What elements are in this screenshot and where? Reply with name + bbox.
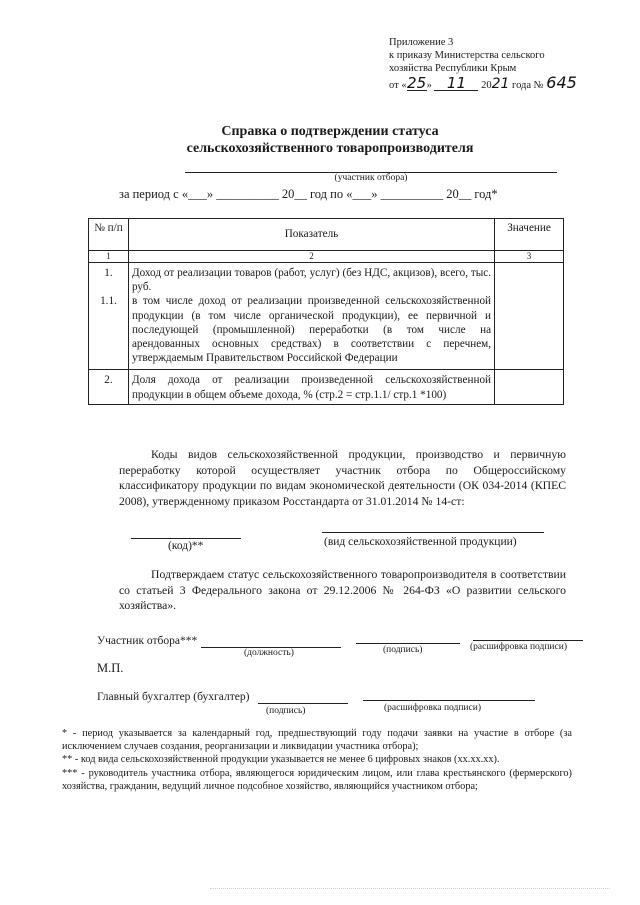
acc-sign-line [258, 703, 348, 704]
row-value-1 [495, 263, 564, 370]
table-row [89, 263, 564, 370]
row-num-1: 1. [104, 267, 113, 279]
code-line [131, 538, 241, 539]
title-line1: Справка о подтверждении статуса [221, 124, 439, 139]
index-c2: 2 [128, 251, 494, 263]
date-month: 11 [434, 77, 478, 91]
decode-line [473, 640, 583, 641]
sign-line [356, 643, 460, 644]
scan-artifact [210, 888, 610, 891]
index-c1: 1 [89, 251, 129, 263]
acc-decode-line [363, 700, 535, 701]
footnotes [62, 727, 572, 793]
table-row [89, 370, 564, 404]
year-word: года № [512, 80, 544, 91]
position-caption: (должность) [244, 648, 294, 658]
table-row-num-group [89, 263, 129, 370]
header-value: Значение [495, 219, 564, 251]
row-num-1-1: 1.1. [100, 295, 117, 308]
table-header-row [89, 219, 564, 251]
row-num-2: 2. [89, 370, 129, 404]
appendix-line2: к приказу Министерства сельского [389, 50, 545, 61]
confirm-paragraph: Подтверждаем статус сельскохозяйственного товаропроизводителя в соответствии со статьей 3 Федерального закона от 29.12.2006 № 264-ФЗ «О развитии сельского хозяйства». [119, 568, 566, 612]
page-title [120, 123, 540, 157]
codes-paragraph: Коды видов сельскохозяйственной продукции, производство и первичную переработку которой осуществляет участник отбора по Общероссийскому классификатору продукции по видам экономической деятельности (ОК 034-2014 (КПЕС 2008), утвержденному приказом Росстандарта от 31.01.2014 № 14-ст: [119, 448, 566, 508]
row-text-1-1: в том числе доход от реализации произведенной сельскохозяйственной продукции (в том числе органической продукции), ее первичной и последующей (промышленной) переработки (в том числе на арендованных основных средствах) в соответствии с перечнем, утверждаемым Правительством Российской Федерации [131, 295, 492, 365]
year-prefix: 20 [481, 80, 492, 91]
decode-caption: (расшифровка подписи) [470, 642, 567, 652]
row-text-1: Доход от реализации товаров (работ, услуг) (без НДС, акцизов), всего, тыс. руб. [131, 267, 492, 294]
title-line2: сельскохозяйственного товаропроизводителя [186, 141, 474, 156]
kind-caption: (вид сельскохозяйственной продукции) [324, 536, 517, 548]
code-caption: (код)** [168, 540, 204, 552]
date-day-close: » [426, 80, 432, 91]
date-prefix: от « [389, 80, 407, 91]
row-text-2: Доля дохода от реализации произведенной сельскохозяйственной продукции в общем объеме дохода, % (стр.2 = стр.1.1/ стр.1 *100) [128, 370, 494, 404]
sign-caption: (подпись) [383, 645, 423, 655]
period-line: за период с «___» __________ 20__ год по «___» __________ 20__ год* [119, 187, 498, 201]
appendix-date-line [389, 73, 589, 92]
kind-line [322, 532, 544, 533]
date-day: 25 [407, 74, 427, 92]
footnote-1: * - период указывается за календарный год, предшествующий году подачи заявки на участие в отборе (за исключением случаев создания, реорганизации и ликвидации участника отбора); [62, 728, 572, 753]
row-value-2 [495, 370, 564, 404]
order-number: 645 [546, 73, 577, 92]
index-c3: 3 [495, 251, 564, 263]
appendix-line1: Приложение 3 [389, 37, 454, 48]
appendix-line3: хозяйства Республики Крым [389, 63, 517, 74]
header-num: № п/п [89, 219, 129, 251]
year-suffix: 21 [491, 76, 510, 92]
accountant-label: Главный бухгалтер (бухгалтер) [97, 691, 250, 703]
footnote-2: ** - код вида сельскохозяйственной продукции указывается не менее 6 цифровых знаков (хх.хх.хх). [62, 754, 500, 766]
stamp-label: М.П. [97, 661, 124, 675]
acc-sign-caption: (подпись) [266, 706, 306, 716]
footnote-3: *** - руководитель участника отбора, являющегося юридическим лицом, или глава крестьянского (фермерского) хозяйства, гражданин, ведущий личное подсобное хозяйство, являющийся участником отбора; [62, 767, 572, 792]
participant-label: Участник отбора*** [97, 635, 198, 647]
acc-decode-caption: (расшифровка подписи) [384, 703, 481, 713]
appendix-header [389, 36, 589, 92]
indicators-table [88, 218, 564, 405]
table-index-row [89, 251, 564, 263]
participant-caption: (участник отбора) [334, 173, 408, 183]
header-indicator: Показатель [128, 219, 494, 251]
table-row-text-group [128, 263, 494, 370]
